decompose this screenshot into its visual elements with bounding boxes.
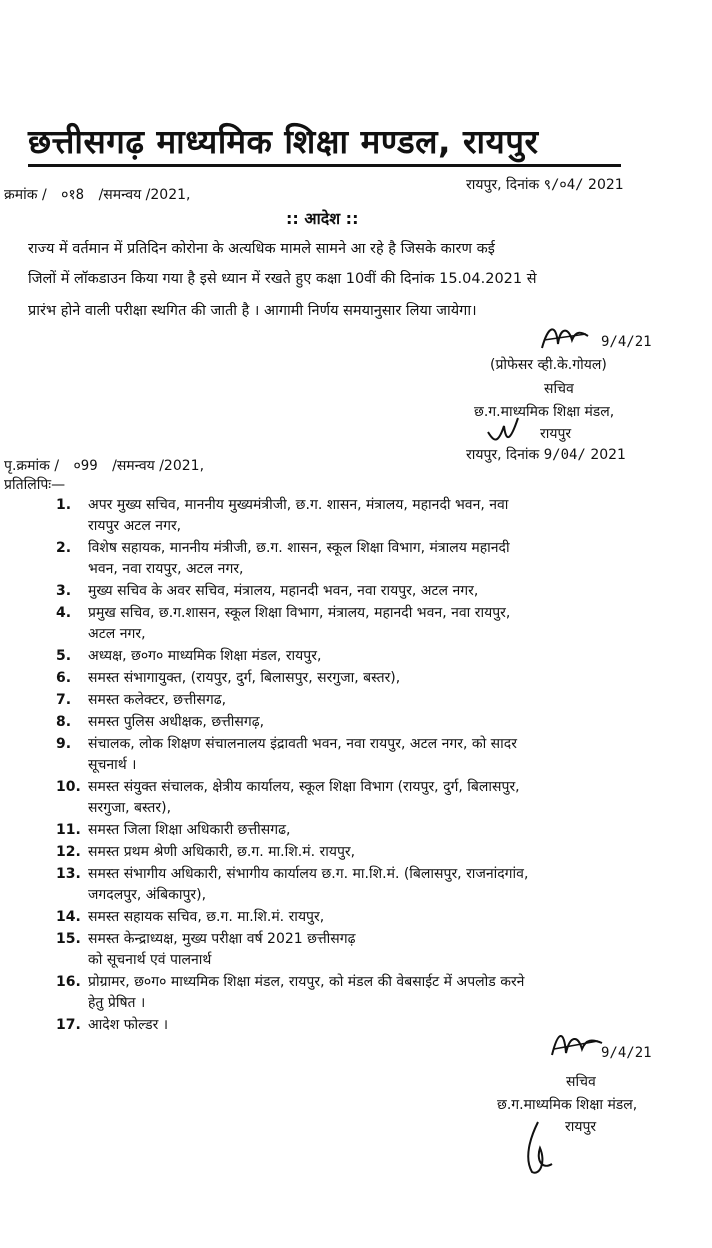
copy-reference xyxy=(4,456,204,475)
signatory-name: (प्रोफेसर व्ही.के.गोयल) xyxy=(490,357,607,373)
date-value: ९/०4/ xyxy=(543,177,584,193)
list-item xyxy=(56,907,696,928)
list-item-line: रायपुर अटल नगर, xyxy=(88,518,182,534)
list-item xyxy=(56,820,696,841)
list-item xyxy=(56,646,696,667)
signatory-designation: सचिव xyxy=(544,381,574,397)
ref-prefix: क्रमांक / xyxy=(4,187,47,203)
footer-signature-date: 9/4/21 xyxy=(601,1045,652,1061)
list-item-number: 12. xyxy=(56,844,81,860)
list-item xyxy=(56,929,696,971)
list-item-number: 16. xyxy=(56,974,81,990)
list-item-number: 14. xyxy=(56,909,81,925)
list-item-line: सरगुजा, बस्तर), xyxy=(88,800,172,816)
list-item-line: समस्त सहायक सचिव, छ.ग. मा.शि.मं. रायपुर, xyxy=(88,909,325,925)
list-item-line: हेतु प्रेषित । xyxy=(88,995,146,1011)
list-item-line: समस्त केन्द्राध्यक्ष, मुख्य परीक्षा वर्ष 2021 छत्तीसगढ़ xyxy=(88,931,356,947)
copy-ref-suffix: /समन्वय /2021, xyxy=(112,458,205,474)
list-item-line: संचालक, लोक शिक्षण संचालनालय इंद्रावती भवन, नवा रायपुर, अटल नगर, को सादर xyxy=(88,736,517,752)
list-item xyxy=(56,842,696,863)
list-item-number: 15. xyxy=(56,931,81,947)
list-item xyxy=(56,603,696,645)
list-item-line: समस्त पुलिस अधीक्षक, छत्तीसगढ़, xyxy=(88,714,265,730)
list-item-line: भवन, नवा रायपुर, अटल नगर, xyxy=(88,561,244,577)
copy-ref-prefix: पृ.क्रमांक / xyxy=(4,458,60,474)
list-item-line: समस्त जिला शिक्षा अधिकारी छत्तीसगढ, xyxy=(88,822,291,838)
list-item-number: 8. xyxy=(56,714,72,730)
order-paragraph-line-2: जिलों में लॉकडाउन किया गया है इसे ध्यान में रखते हुए कक्षा 10वीं की दिनांक 15.04.2021 से xyxy=(28,271,537,287)
list-item-line: जगदलपुर, अंबिकापुर), xyxy=(88,887,207,903)
list-item-number: 6. xyxy=(56,670,72,686)
list-item-line: समस्त संयुक्त संचालक, क्षेत्रीय कार्यालय, स्कूल शिक्षा विभाग (रायपुर, दुर्ग, बिलासपुर, xyxy=(88,779,520,795)
list-item-number: 4. xyxy=(56,605,72,621)
list-item-number: 9. xyxy=(56,736,72,752)
list-item-number: 2. xyxy=(56,540,72,556)
copy-ref-number: ०99 xyxy=(73,458,98,474)
order-paragraph-line-3: प्रारंभ होने वाली परीक्षा स्थगित की जाती है । आगामी निर्णय समयानुसार लिया जायेगा। xyxy=(28,303,477,319)
place-date-label: रायपुर, दिनांक xyxy=(466,177,540,193)
list-item-line: अटल नगर, xyxy=(88,626,146,642)
list-item xyxy=(56,668,696,689)
copy-date-value: 9/04/ xyxy=(543,447,586,463)
list-item-line: अध्यक्ष, छ०ग० माध्यमिक शिक्षा मंडल, रायपुर, xyxy=(88,648,322,664)
signatory-city: रायपुर xyxy=(540,426,572,442)
list-item-number: 5. xyxy=(56,648,72,664)
list-item-number: 17. xyxy=(56,1017,81,1033)
list-item-number: 7. xyxy=(56,692,72,708)
footer-signature-mark xyxy=(548,1025,608,1069)
ref-number: ०१8 xyxy=(61,187,85,203)
order-place-date xyxy=(466,175,624,194)
list-item-line: समस्त संभागीय अधिकारी, संभागीय कार्यालय छ.ग. मा.शि.मं. (बिलासपुर, राजनांदगांव, xyxy=(88,866,529,882)
list-item-line: को सूचनार्थ एवं पालनार्थ xyxy=(88,952,212,968)
copy-label: प्रतिलिपिः— xyxy=(4,477,66,493)
list-item-number: 1. xyxy=(56,497,72,513)
list-item-line: अपर मुख्य सचिव, माननीय मुख्यमंत्रीजी, छ.ग. शासन, मंत्रालय, महानदी भवन, नवा xyxy=(88,497,509,513)
signature-date: 9/4/21 xyxy=(601,334,652,350)
list-item xyxy=(56,690,696,711)
list-item-line: सूचनार्थ । xyxy=(88,757,137,773)
list-item xyxy=(56,581,696,602)
list-item-number: 3. xyxy=(56,583,72,599)
list-item-number: 11. xyxy=(56,822,81,838)
document-title: छत्तीसगढ़ माध्यमिक शिक्षा मण्डल, रायपुर xyxy=(28,122,539,161)
list-item xyxy=(56,972,696,1014)
date-year: 2021 xyxy=(588,177,624,193)
list-item-line: प्रमुख सचिव, छ.ग.शासन, स्कूल शिक्षा विभाग, मंत्रालय, महानदी भवन, नवा रायपुर, xyxy=(88,605,511,621)
footer-org: छ.ग.माध्यमिक शिक्षा मंडल, xyxy=(497,1097,638,1113)
list-item xyxy=(56,712,696,733)
list-item-line: विशेष सहायक, माननीय मंत्रीजी, छ.ग. शासन, स्कूल शिक्षा विभाग, मंत्रालय महानदी xyxy=(88,540,510,556)
list-item-line: प्रोग्रामर, छ०ग० माध्यमिक शिक्षा मंडल, रायपुर, को मंडल की वेबसाईट में अपलोड करने xyxy=(88,974,525,990)
copy-place-date xyxy=(466,445,626,464)
list-item-line: मुख्य सचिव के अवर सचिव, मंत्रालय, महानदी भवन, नवा रायपुर, अटल नगर, xyxy=(88,583,479,599)
signatory-org: छ.ग.माध्यमिक शिक्षा मंडल, xyxy=(474,404,615,420)
list-item xyxy=(56,864,696,906)
order-reference xyxy=(4,185,190,204)
list-item-line: समस्त प्रथम श्रेणी अधिकारी, छ.ग. मा.शि.मं. रायपुर, xyxy=(88,844,356,860)
footer-designation: सचिव xyxy=(566,1074,596,1090)
list-item xyxy=(56,734,696,776)
list-item-number: 13. xyxy=(56,866,81,882)
copy-list xyxy=(56,495,696,1037)
list-item-line: समस्त संभागायुक्त, (रायपुर, दुर्ग, बिलासपुर, सरगुजा, बस्तर), xyxy=(88,670,401,686)
order-heading: :: आदेश :: xyxy=(286,209,359,228)
list-item xyxy=(56,777,696,819)
copy-place-date-label: रायपुर, दिनांक xyxy=(466,447,540,463)
list-item xyxy=(56,495,696,537)
list-item-line: समस्त कलेक्टर, छत्तीसगढ, xyxy=(88,692,227,708)
footer-initial-mark xyxy=(520,1118,560,1182)
footer-city: रायपुर xyxy=(565,1119,597,1135)
title-underline xyxy=(28,164,621,167)
ref-suffix: /समन्वय /2021, xyxy=(98,187,191,203)
copy-date-year: 2021 xyxy=(590,447,626,463)
order-paragraph-line-1: राज्य में वर्तमान में प्रतिदिन कोरोना के अत्यधिक मामले सामने आ रहे है जिसके कारण कई xyxy=(28,241,495,257)
list-item-number: 10. xyxy=(56,779,81,795)
list-item-line: आदेश फोल्डर । xyxy=(88,1017,169,1033)
list-item xyxy=(56,538,696,580)
